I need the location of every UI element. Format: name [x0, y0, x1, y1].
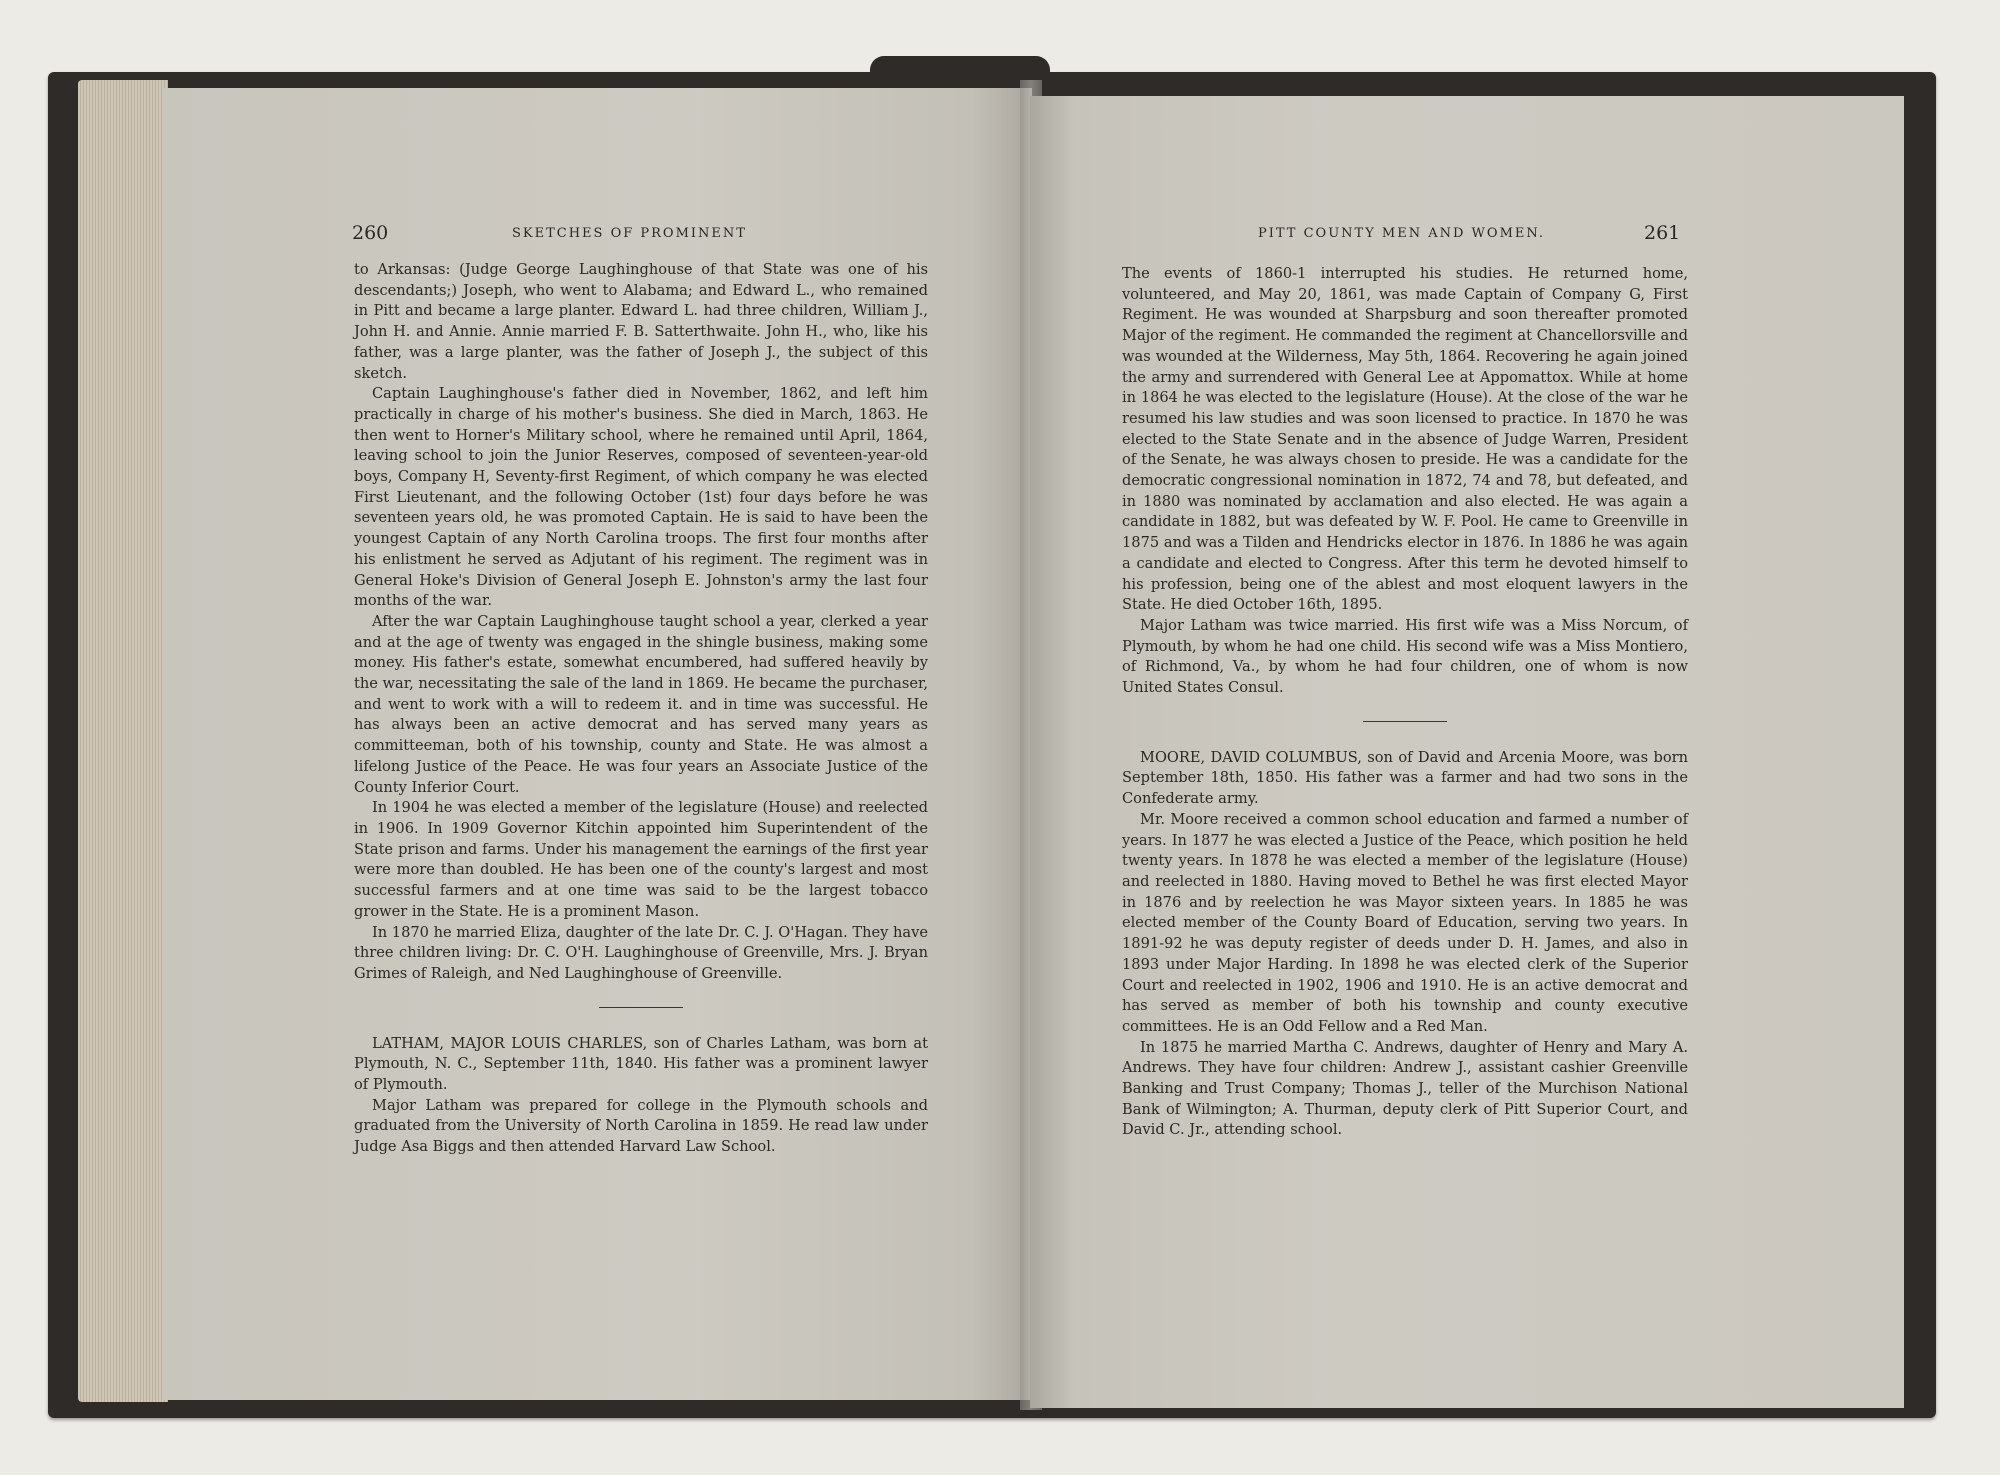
section-divider: [599, 1007, 683, 1008]
paragraph: In 1875 he married Martha C. Andrews, daughter of Henry and Mary A. Andrews. They have four children: Andrew J., assistant cashier Greenville Banking and Trust Company; Thomas J., teller of the Murchison National Bank of Wilmington; A. Thurman, deputy clerk of Pitt Superior Court, and David C. Jr., attending school.: [1122, 1038, 1688, 1139]
paragraph: After the war Captain Laughinghouse taught school a year, clerked a year and at the age of twenty was engaged in the shingle business, making some money. His father's estate, somewhat encumbered, had suffered heavily by the war, necessitating the sale of the land in 1869. He became the purchaser, and went to work with a will to redeem it. and in time was successful. He has always been an active democrat and has served many years as committeeman, both of his township, county and State. He was almost a lifelong Justice of the Peace. He was four years an Associate Justice of the County Inferior Court.: [354, 612, 928, 796]
paragraph: Captain Laughinghouse's father died in November, 1862, and left him practically in charge of his mother's business. She died in March, 1863. He then went to Horner's Military school, where he remained until April, 1864, leaving school to join the Junior Reserves, composed of seventeen-year-old boys, Company H, Seventy-first Regiment, of which company he was elected First Lieutenant, and the following October (1st) four days before he was seventeen years old, he was promoted Captain. He is said to have been the youngest Captain of any North Carolina troops. The first four months after his enlistment he served as Adjutant of his regiment. The regiment was in General Hoke's Division of General Joseph E. Johnston's army the last four months of the war.: [354, 385, 928, 610]
right-page-body: [1122, 264, 1688, 1141]
left-running-head: SKETCHES OF PROMINENT: [512, 226, 747, 241]
paragraph: Mr. Moore received a common school education and farmed a number of years. In 1877 he was elected a Justice of the Peace, which position he held twenty years. In 1878 he was elected a member of the legislature (House) and reelected in 1880. Having moved to Bethel he was first elected Mayor in 1876 and by reelection he was Mayor sixteen years. In 1885 he was elected member of the County Board of Education, serving two years. In 1891-92 he was deputy register of deeds under D. H. James, and also in 1893 under Major Harding. In 1898 he was elected clerk of the Superior Court and reelected in 1902, 1906 and 1910. He is an active democrat and has served as member of both his township and county executive committees. He is an Odd Fellow and a Red Man.: [1122, 810, 1688, 1035]
paragraph: Major Latham was twice married. His first wife was a Miss Norcum, of Plymouth, by whom he had one child. His second wife was a Miss Montiero, of Richmond, Va., by whom he had four children, one of whom is now United States Consul.: [1122, 616, 1688, 697]
right-page-number: 261: [1644, 222, 1681, 244]
paragraph: In 1870 he married Eliza, daughter of the late Dr. C. J. O'Hagan. They have three children living: Dr. C. O'H. Laughinghouse of Greenville, Mrs. J. Bryan Grimes of Raleigh, and Ned Laughinghouse of Greenville.: [354, 923, 928, 982]
left-page-header: [162, 222, 1032, 252]
right-running-head: PITT COUNTY MEN AND WOMEN.: [1258, 226, 1546, 241]
section-divider: [1363, 721, 1447, 722]
paragraph: In 1904 he was elected a member of the legislature (House) and reelected in 1906. In 1909 Governor Kitchin appointed him Superintendent of the State prison and farms. Under his management the earnings of the first year were more than doubled. He has been one of the county's largest and most successful farmers and at one time was said to be the largest tobacco grower in the State. He is a prominent Mason.: [354, 799, 928, 920]
left-page-number: 260: [352, 222, 389, 244]
left-page: [162, 88, 1032, 1400]
entry-heading-paragraph: MOORE, DAVID COLUMBUS, son of David and Arcenia Moore, was born September 18th, 1850. His father was a farmer and had two sons in the Confederate army.: [1122, 748, 1688, 808]
entry-heading-paragraph: LATHAM, MAJOR LOUIS CHARLES, son of Charles Latham, was born at Plymouth, N. C., September 11th, 1840. His father was a prominent lawyer of Plymouth.: [354, 1034, 928, 1094]
page-edges: [78, 80, 168, 1402]
right-page-header: [1030, 222, 1904, 252]
paragraph: The events of 1860-1 interrupted his studies. He returned home, volunteered, and May 20, 1861, was made Captain of Company G, First Regiment. He was wounded at Sharpsburg and soon thereafter promoted Major of the regiment. He commanded the regiment at Chancellorsville and was wounded at the Wilderness, May 5th, 1864. Recovering he again joined the army and surrendered with General Lee at Appomattox. While at home in 1864 he was elected to the legislature (House). At the close of the war he resumed his law studies and was soon licensed to practice. In 1870 he was elected to the State Senate and in the absence of Judge Warren, President of the Senate, he was always chosen to preside. He was a candidate for the democratic congressional nomination in 1872, 74 and 78, but defeated, and in 1880 was nominated by acclamation and also elected. He was again a candidate in 1882, but was defeated by W. F. Pool. He came to Greenville in 1875 and was a Tilden and Hendricks elector in 1876. In 1886 he was again a candidate and elected to Congress. After this term he devoted himself to his profession, being one of the ablest and most eloquent lawyers in the State. He died October 16th, 1895.: [1122, 265, 1688, 614]
paragraph: Major Latham was prepared for college in the Plymouth schools and graduated from the University of North Carolina in 1859. He read law under Judge Asa Biggs and then attended Harvard Law School.: [354, 1096, 928, 1156]
paragraph: to Arkansas: (Judge George Laughinghouse of that State was one of his descendants;) Joseph, who went to Alabama; and Edward L., who remained in Pitt and became a large planter. Edward L. had three children, William J., John H. and Annie. Annie married F. B. Satterthwaite. John H., who, like his father, was a large planter, was the father of Joseph J., the subject of this sketch.: [354, 261, 928, 382]
right-page: [1030, 96, 1904, 1408]
left-page-body: [354, 260, 928, 1158]
